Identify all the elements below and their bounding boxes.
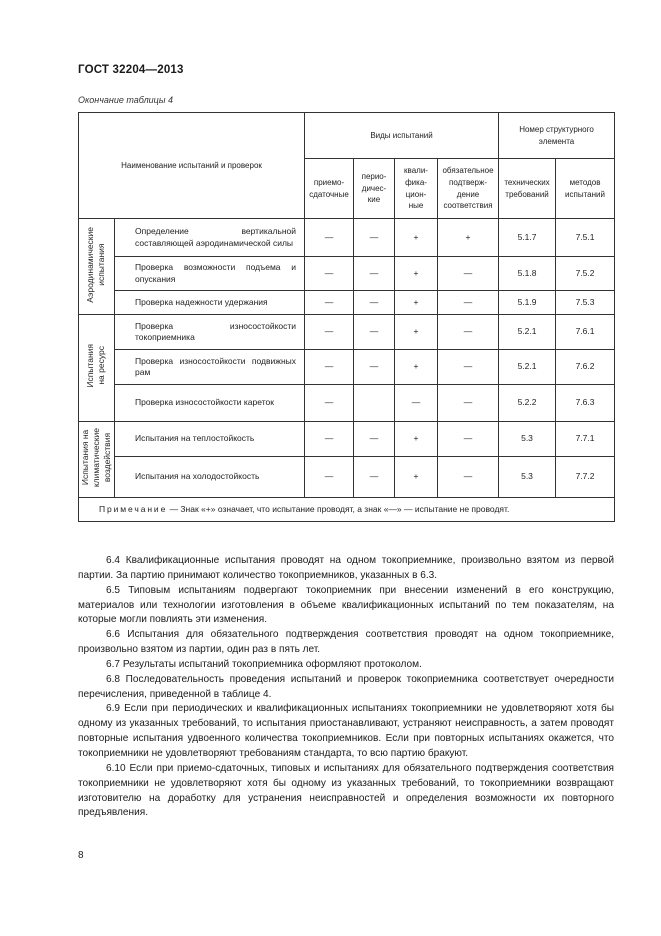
header-tech-requirements: технических требований (499, 159, 556, 219)
paragraph: 6.10 Если при приемо-сдаточных, типовых и испытаниях для обязательного подтверждения соответствия токоприемники не удовлетворяют хотя бы одному из указанных требований, то токоприемники возвращают изготовителю на доработку для устранения неисправностей и определения возможности их повторного предъявления. (78, 762, 614, 819)
group-label: Аэродинамические испытания (79, 219, 115, 315)
mandatory-cell: — (438, 385, 499, 422)
test-name-cell: Проверка возможности подъема и опускания (115, 257, 305, 291)
acceptance-cell: — (305, 385, 354, 422)
paragraph: 6.9 Если при периодических и квалификационных испытаниях токоприемники не удовлетворяют хотя бы одному из указанных требований, то испытания приостанавливают, устраняют неисправность, а затем проводят повторные испытания удвоенного количества токоприемников. Если при повторных испытаниях окажется, что токоприемники не удовлетворяют требованиям стандарта, то всю партию бракуют. (78, 703, 614, 759)
paragraph: 6.8 Последовательность проведения испытаний и проверок токоприемника соответствует очередности перечисления, приведенной в таблице 4. (78, 673, 614, 700)
periodic-cell: — (354, 457, 395, 498)
test-method-cell: 7.6.1 (556, 315, 615, 350)
paragraph: 6.4 Квалификационные испытания проводят на одном токоприемнике, произвольно взятом из первой партии. За партию принимают количество токоприемников, указанных в 6.3. (78, 555, 614, 581)
group-label: Испытания на климатические воздействия (79, 422, 115, 498)
qualification-cell: — (395, 385, 438, 422)
table-row (79, 315, 615, 350)
qualification-cell: + (395, 219, 438, 257)
test-name-cell: Испытания на холодостойкость (115, 457, 305, 498)
header-structural-element: Номер структурного элемента (499, 113, 615, 159)
paragraph: 6.6 Испытания для обязательного подтверждения соответствия проводят на одном токоприемнике, произвольно взятом из партии, один раз в пять лет. (78, 629, 614, 656)
header-test-methods: методов испытаний (556, 159, 615, 219)
acceptance-cell: — (305, 219, 354, 257)
acceptance-cell: — (305, 350, 354, 385)
acceptance-cell: — (305, 291, 354, 315)
table-note (79, 498, 615, 522)
test-method-cell: 7.7.1 (556, 422, 615, 457)
qualification-cell: + (395, 257, 438, 291)
qualification-cell: + (395, 291, 438, 315)
note-row (79, 498, 615, 522)
header-mandatory-conformity: обязательное подтверж- дение соответствия (438, 159, 499, 219)
test-method-cell: 7.5.2 (556, 257, 615, 291)
tech-req-cell: 5.1.9 (499, 291, 556, 315)
periodic-cell (354, 385, 395, 422)
test-method-cell: 7.5.1 (556, 219, 615, 257)
tech-req-cell: 5.3 (499, 422, 556, 457)
header-test-types: Виды испытаний (305, 113, 499, 159)
mandatory-cell: — (438, 291, 499, 315)
test-name-cell: Проверка износостойкости токоприемника (115, 315, 305, 350)
header-periodic: перио- дичес- кие (354, 159, 395, 219)
tech-req-cell: 5.2.1 (499, 315, 556, 350)
test-name-cell: Проверка износостойкости подвижных рам (115, 350, 305, 385)
page-number: 8 (78, 850, 84, 861)
table-row (79, 350, 615, 385)
table-row (79, 457, 615, 498)
table-row (79, 219, 615, 257)
paragraph: 6.5 Типовым испытаниям подвергают токоприемник при внесении изменений в его конструкцию, материалов или технологии изготовления в объеме квалификационных испытаний по тем показателям, на которые могли повлиять эти изменения. (78, 584, 614, 626)
paragraph: 6.7 Результаты испытаний токоприемника оформляют протоколом. (106, 658, 422, 670)
acceptance-cell: — (305, 422, 354, 457)
periodic-cell: — (354, 219, 395, 257)
test-method-cell: 7.6.3 (556, 385, 615, 422)
test-name-cell: Проверка износостойкости кареток (115, 385, 305, 422)
mandatory-cell: + (438, 219, 499, 257)
test-name-cell: Проверка надежности удержания (115, 291, 305, 315)
table-row (79, 291, 615, 315)
tech-req-cell: 5.2.2 (499, 385, 556, 422)
periodic-cell: — (354, 291, 395, 315)
header-test-name: Наименование испытаний и проверок (79, 113, 305, 219)
mandatory-cell: — (438, 350, 499, 385)
mandatory-cell: — (438, 422, 499, 457)
mandatory-cell: — (438, 257, 499, 291)
table-row (79, 257, 615, 291)
acceptance-cell: — (305, 257, 354, 291)
body-text (78, 554, 614, 821)
mandatory-cell: — (438, 457, 499, 498)
qualification-cell: + (395, 315, 438, 350)
periodic-cell: — (354, 350, 395, 385)
acceptance-cell: — (305, 457, 354, 498)
test-method-cell: 7.7.2 (556, 457, 615, 498)
tech-req-cell: 5.1.8 (499, 257, 556, 291)
tech-req-cell: 5.2.1 (499, 350, 556, 385)
tech-req-cell: 5.3 (499, 457, 556, 498)
table-caption: Окончание таблицы 4 (78, 95, 173, 105)
test-table (78, 112, 615, 522)
note-text: — Знак «+» означает, что испытание проводят, а знак «—» — испытание не проводят. (167, 503, 510, 514)
table-row (79, 385, 615, 422)
qualification-cell: + (395, 422, 438, 457)
acceptance-cell: — (305, 315, 354, 350)
header-acceptance: приемо- сдаточные (305, 159, 354, 219)
periodic-cell: — (354, 315, 395, 350)
test-method-cell: 7.5.3 (556, 291, 615, 315)
test-method-cell: 7.6.2 (556, 350, 615, 385)
test-name-cell: Определение вертикальной составляющей аэродинамической силы (115, 219, 305, 257)
periodic-cell: — (354, 422, 395, 457)
qualification-cell: + (395, 457, 438, 498)
tech-req-cell: 5.1.7 (499, 219, 556, 257)
table-row (79, 422, 615, 457)
group-label: Испытания на ресурс (79, 315, 115, 422)
header-qualification: квали- фика- цион- ные (395, 159, 438, 219)
periodic-cell: — (354, 257, 395, 291)
mandatory-cell: — (438, 315, 499, 350)
test-name-cell: Испытания на теплостойкость (115, 422, 305, 457)
note-lead: Примечание (99, 503, 168, 514)
document-header: ГОСТ 32204—2013 (78, 64, 184, 76)
qualification-cell: + (395, 350, 438, 385)
